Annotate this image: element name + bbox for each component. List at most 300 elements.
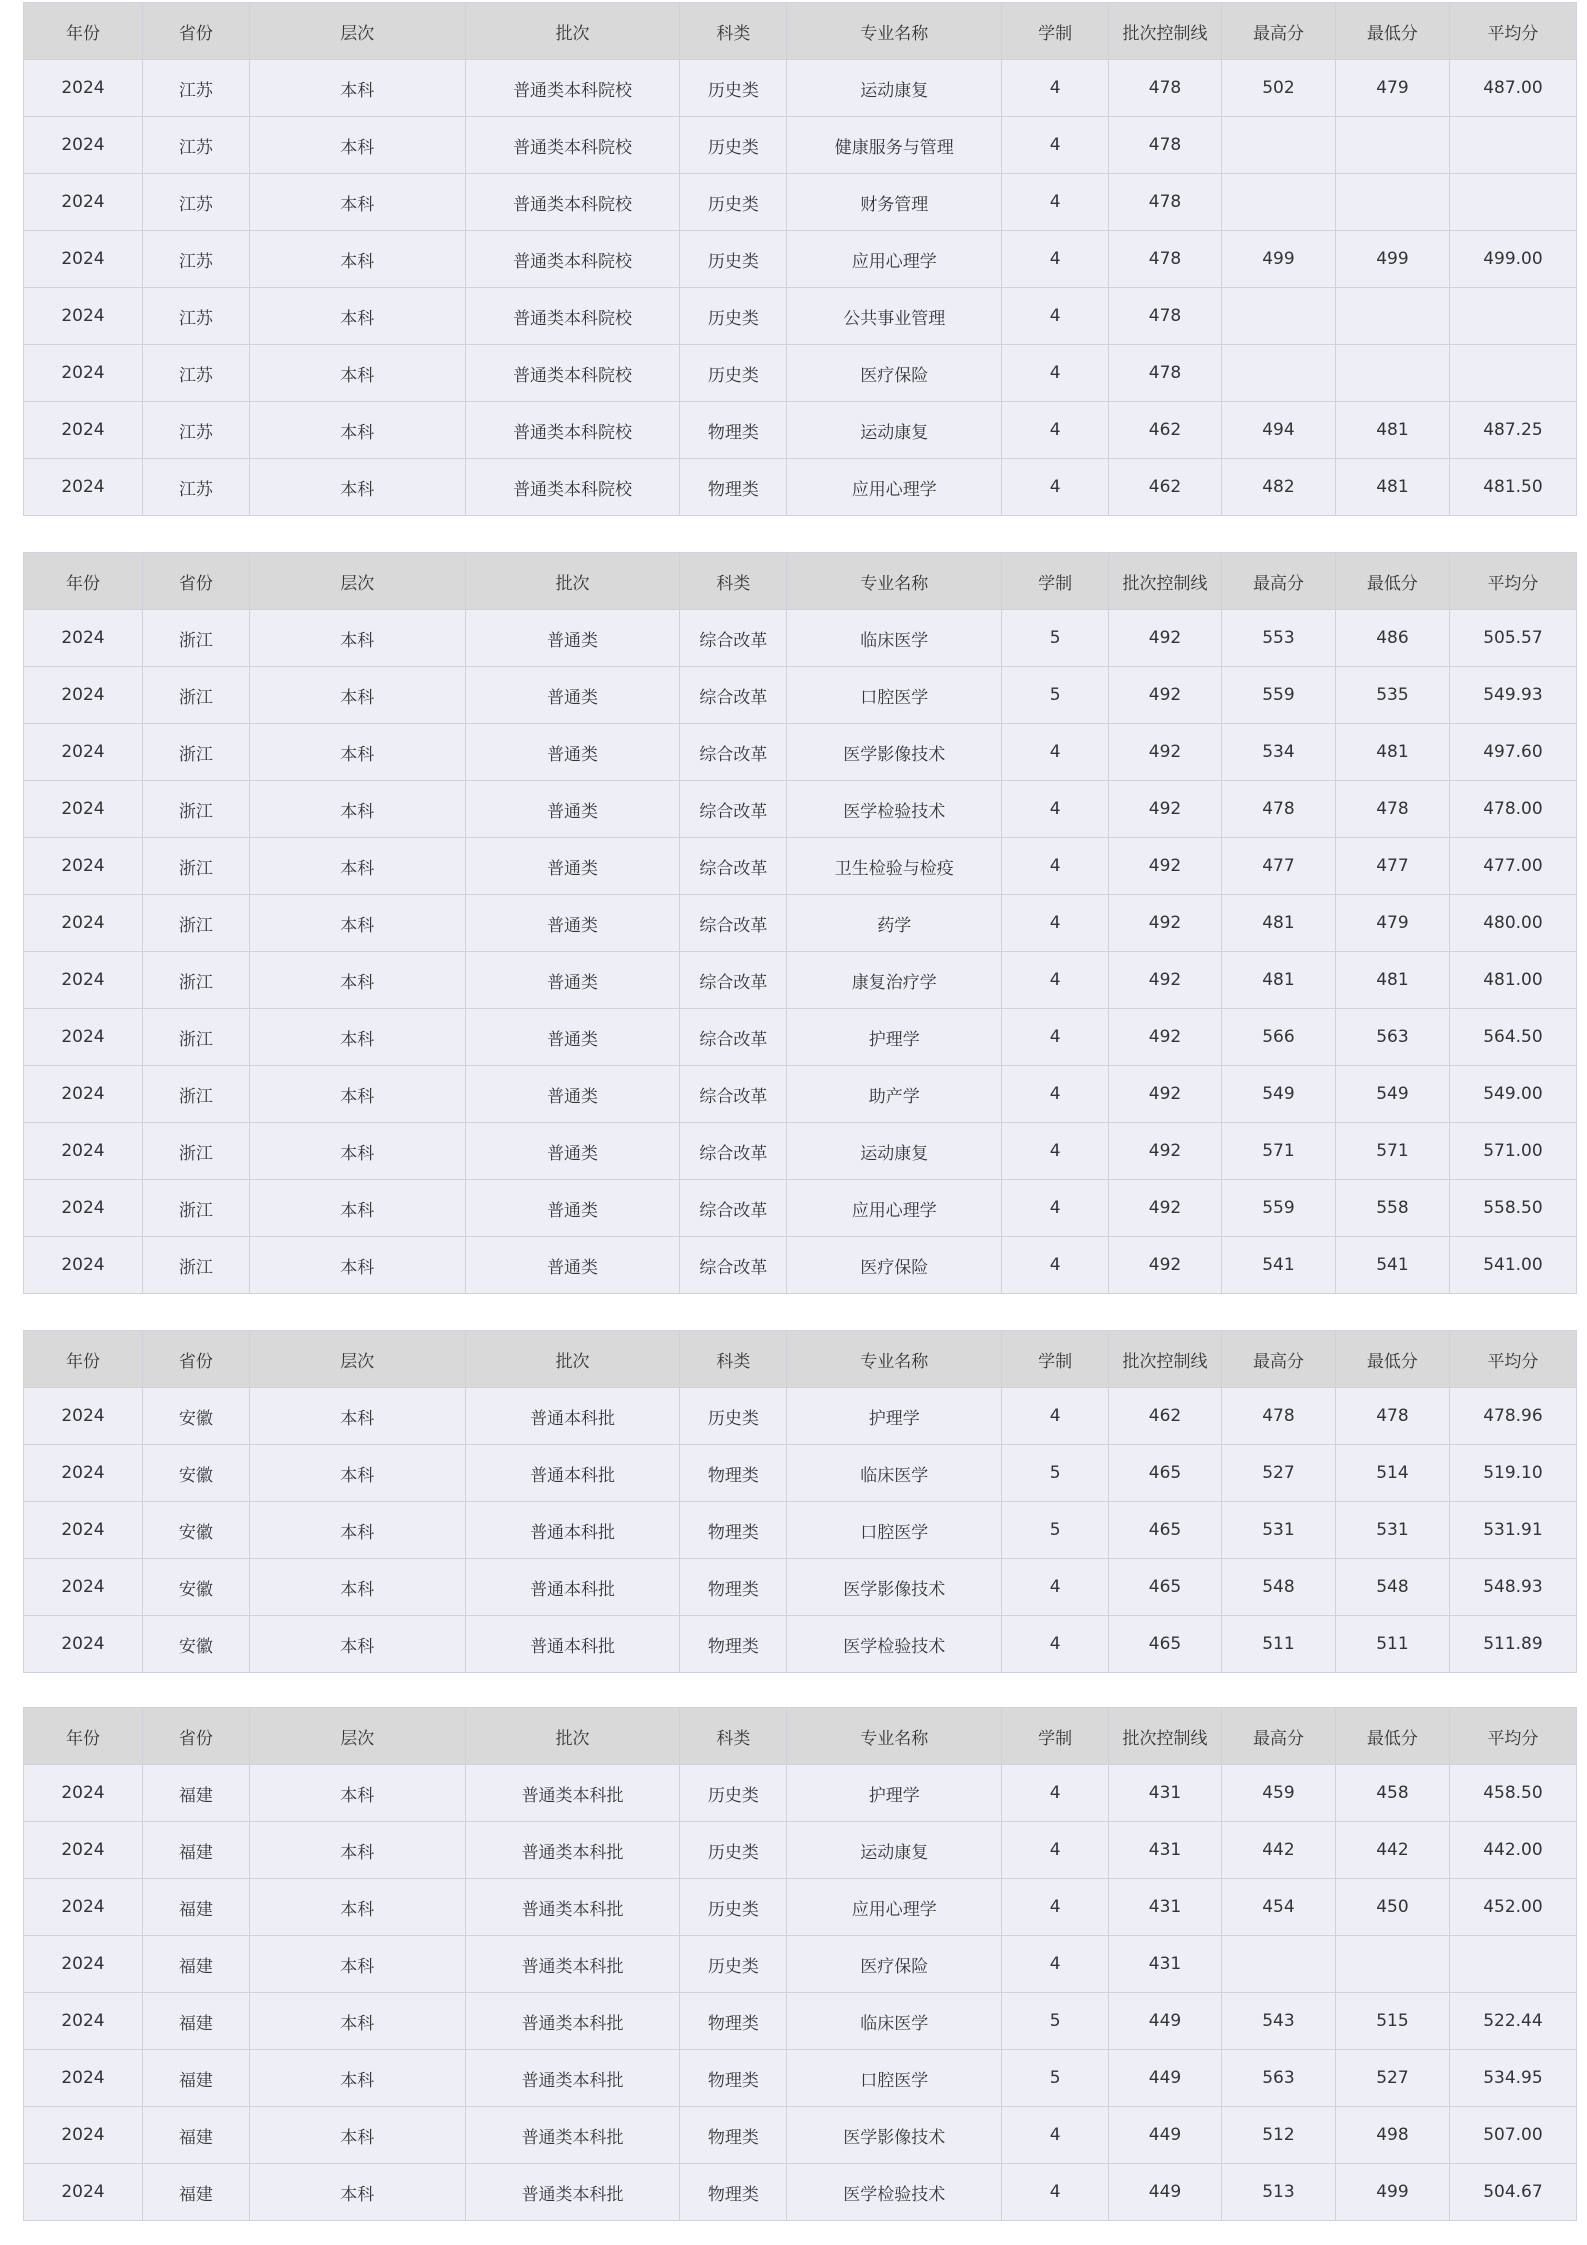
table-row [24,610,1577,667]
cell-year: 2024 [24,1237,143,1294]
cell-year: 2024 [24,174,143,231]
cell-category: 历史类 [680,1879,787,1936]
cell-category: 综合改革 [680,1123,787,1180]
column-header-level: 层次 [249,1331,465,1388]
column-header-category: 科类 [680,3,787,60]
cell-major: 运动康复 [787,1123,1002,1180]
cell-level: 本科 [249,952,465,1009]
cell-year: 2024 [24,1993,143,2050]
cell-min-score: 498 [1335,2107,1449,2164]
cell-major: 公共事业管理 [787,288,1002,345]
cell-category: 物理类 [680,2050,787,2107]
cell-category: 历史类 [680,1388,787,1445]
cell-category: 历史类 [680,1765,787,1822]
cell-province: 江苏 [142,459,249,516]
cell-level: 本科 [249,610,465,667]
cell-duration: 4 [1002,1388,1109,1445]
cell-avg-score: 549.00 [1449,1066,1576,1123]
cell-year: 2024 [24,288,143,345]
cell-year: 2024 [24,1879,143,1936]
cell-major: 卫生检验与检疫 [787,838,1002,895]
cell-control-line: 492 [1109,1237,1222,1294]
cell-avg-score: 571.00 [1449,1123,1576,1180]
cell-category: 综合改革 [680,1237,787,1294]
cell-province: 福建 [142,2050,249,2107]
cell-major: 口腔医学 [787,2050,1002,2107]
cell-batch: 普通类本科批 [465,1879,680,1936]
cell-major: 康复治疗学 [787,952,1002,1009]
table-row [24,1616,1577,1673]
cell-min-score: 458 [1335,1765,1449,1822]
column-header-major: 专业名称 [787,1331,1002,1388]
cell-avg-score [1449,117,1576,174]
cell-control-line: 449 [1109,2164,1222,2221]
cell-category: 综合改革 [680,724,787,781]
cell-duration: 4 [1002,1559,1109,1616]
cell-level: 本科 [249,1066,465,1123]
cell-duration: 4 [1002,459,1109,516]
table-row [24,60,1577,117]
cell-major: 助产学 [787,1066,1002,1123]
cell-control-line: 431 [1109,1936,1222,1993]
cell-level: 本科 [249,1993,465,2050]
cell-level: 本科 [249,1559,465,1616]
cell-batch: 普通类 [465,838,680,895]
column-header-level: 层次 [249,553,465,610]
cell-max-score [1221,345,1335,402]
cell-batch: 普通本科批 [465,1502,680,1559]
cell-province: 福建 [142,1936,249,1993]
cell-batch: 普通类 [465,1123,680,1180]
cell-category: 物理类 [680,1445,787,1502]
column-header-control-line: 批次控制线 [1109,3,1222,60]
cell-max-score: 531 [1221,1502,1335,1559]
cell-batch: 普通类本科批 [465,1822,680,1879]
cell-avg-score: 487.00 [1449,60,1576,117]
cell-major: 医学影像技术 [787,1559,1002,1616]
cell-level: 本科 [249,174,465,231]
cell-avg-score: 477.00 [1449,838,1576,895]
cell-duration: 4 [1002,1123,1109,1180]
cell-min-score: 511 [1335,1616,1449,1673]
cell-year: 2024 [24,2164,143,2221]
column-header-control-line: 批次控制线 [1109,1708,1222,1765]
cell-control-line: 465 [1109,1616,1222,1673]
cell-max-score: 478 [1221,781,1335,838]
table-row [24,838,1577,895]
cell-duration: 4 [1002,1616,1109,1673]
cell-major: 护理学 [787,1009,1002,1066]
cell-min-score: 479 [1335,895,1449,952]
cell-min-score: 479 [1335,60,1449,117]
cell-avg-score [1449,174,1576,231]
cell-min-score: 558 [1335,1180,1449,1237]
cell-category: 综合改革 [680,1066,787,1123]
cell-max-score: 527 [1221,1445,1335,1502]
cell-max-score: 481 [1221,952,1335,1009]
table-row [24,952,1577,1009]
table-header-row [24,1331,1577,1388]
cell-min-score: 478 [1335,781,1449,838]
cell-control-line: 492 [1109,1123,1222,1180]
cell-duration: 4 [1002,895,1109,952]
table-row [24,1559,1577,1616]
cell-batch: 普通类本科批 [465,1993,680,2050]
cell-batch: 普通类 [465,781,680,838]
cell-province: 浙江 [142,667,249,724]
cell-max-score: 499 [1221,231,1335,288]
cell-max-score: 454 [1221,1879,1335,1936]
cell-avg-score: 522.44 [1449,1993,1576,2050]
cell-batch: 普通类本科批 [465,1936,680,1993]
cell-level: 本科 [249,288,465,345]
cell-min-score: 541 [1335,1237,1449,1294]
cell-category: 历史类 [680,345,787,402]
cell-level: 本科 [249,1765,465,1822]
cell-year: 2024 [24,117,143,174]
cell-min-score: 563 [1335,1009,1449,1066]
column-header-max-score: 最高分 [1221,1708,1335,1765]
cell-control-line: 492 [1109,667,1222,724]
cell-control-line: 449 [1109,2050,1222,2107]
cell-control-line: 478 [1109,174,1222,231]
cell-year: 2024 [24,895,143,952]
cell-min-score: 486 [1335,610,1449,667]
cell-avg-score: 442.00 [1449,1822,1576,1879]
column-header-duration: 学制 [1002,3,1109,60]
cell-category: 综合改革 [680,952,787,1009]
cell-avg-score: 458.50 [1449,1765,1576,1822]
cell-category: 物理类 [680,1993,787,2050]
cell-control-line: 431 [1109,1765,1222,1822]
cell-min-score: 499 [1335,2164,1449,2221]
cell-major: 医学影像技术 [787,2107,1002,2164]
cell-avg-score: 548.93 [1449,1559,1576,1616]
cell-province: 浙江 [142,610,249,667]
cell-min-score [1335,345,1449,402]
cell-max-score: 481 [1221,895,1335,952]
cell-max-score: 459 [1221,1765,1335,1822]
cell-duration: 4 [1002,1009,1109,1066]
cell-year: 2024 [24,345,143,402]
score-table [23,2,1577,516]
cell-avg-score: 534.95 [1449,2050,1576,2107]
cell-province: 江苏 [142,402,249,459]
cell-level: 本科 [249,1879,465,1936]
cell-province: 安徽 [142,1502,249,1559]
column-header-year: 年份 [24,1708,143,1765]
cell-major: 运动康复 [787,402,1002,459]
cell-duration: 5 [1002,1993,1109,2050]
table-header-row [24,3,1577,60]
cell-avg-score: 497.60 [1449,724,1576,781]
cell-duration: 5 [1002,667,1109,724]
cell-major: 医学检验技术 [787,1616,1002,1673]
cell-province: 安徽 [142,1559,249,1616]
table-row [24,1237,1577,1294]
cell-province: 浙江 [142,1180,249,1237]
column-header-control-line: 批次控制线 [1109,1331,1222,1388]
column-header-category: 科类 [680,553,787,610]
table-row [24,1879,1577,1936]
cell-max-score: 566 [1221,1009,1335,1066]
cell-year: 2024 [24,1765,143,1822]
cell-max-score: 563 [1221,2050,1335,2107]
score-table [23,1707,1577,2221]
cell-duration: 5 [1002,1445,1109,1502]
table-row [24,1123,1577,1180]
cell-category: 历史类 [680,1936,787,1993]
column-header-min-score: 最低分 [1335,3,1449,60]
cell-category: 历史类 [680,174,787,231]
cell-province: 福建 [142,1765,249,1822]
cell-batch: 普通类 [465,952,680,1009]
column-header-level: 层次 [249,3,465,60]
cell-max-score: 482 [1221,459,1335,516]
cell-duration: 4 [1002,2164,1109,2221]
cell-year: 2024 [24,1502,143,1559]
cell-year: 2024 [24,1388,143,1445]
cell-province: 浙江 [142,781,249,838]
cell-duration: 4 [1002,1822,1109,1879]
column-header-province: 省份 [142,1331,249,1388]
cell-avg-score: 481.00 [1449,952,1576,1009]
cell-major: 护理学 [787,1388,1002,1445]
cell-min-score: 481 [1335,459,1449,516]
table-row [24,724,1577,781]
cell-avg-score: 499.00 [1449,231,1576,288]
cell-batch: 普通类本科批 [465,2164,680,2221]
column-header-avg-score: 平均分 [1449,553,1576,610]
cell-batch: 普通类 [465,895,680,952]
cell-min-score: 499 [1335,231,1449,288]
cell-batch: 普通类本科院校 [465,60,680,117]
table-row [24,895,1577,952]
cell-year: 2024 [24,1180,143,1237]
table-row [24,402,1577,459]
cell-duration: 4 [1002,117,1109,174]
cell-major: 医疗保险 [787,345,1002,402]
column-header-major: 专业名称 [787,553,1002,610]
cell-province: 浙江 [142,1066,249,1123]
cell-category: 物理类 [680,2164,787,2221]
cell-province: 江苏 [142,288,249,345]
cell-year: 2024 [24,1559,143,1616]
cell-control-line: 465 [1109,1502,1222,1559]
cell-level: 本科 [249,1822,465,1879]
cell-level: 本科 [249,1388,465,1445]
cell-min-score: 535 [1335,667,1449,724]
cell-duration: 4 [1002,1765,1109,1822]
cell-category: 综合改革 [680,1180,787,1237]
cell-year: 2024 [24,1936,143,1993]
cell-level: 本科 [249,781,465,838]
cell-major: 护理学 [787,1765,1002,1822]
cell-avg-score [1449,1936,1576,1993]
cell-batch: 普通类 [465,724,680,781]
cell-max-score: 534 [1221,724,1335,781]
cell-max-score: 549 [1221,1066,1335,1123]
cell-major: 医学影像技术 [787,724,1002,781]
cell-duration: 4 [1002,174,1109,231]
cell-min-score: 450 [1335,1879,1449,1936]
column-header-avg-score: 平均分 [1449,3,1576,60]
cell-category: 综合改革 [680,667,787,724]
cell-major: 医学检验技术 [787,781,1002,838]
cell-control-line: 492 [1109,838,1222,895]
cell-batch: 普通本科批 [465,1445,680,1502]
cell-duration: 5 [1002,1502,1109,1559]
cell-min-score [1335,1936,1449,1993]
cell-province: 福建 [142,1993,249,2050]
cell-category: 物理类 [680,1502,787,1559]
score-table [23,552,1577,1294]
cell-province: 福建 [142,2164,249,2221]
cell-batch: 普通类 [465,610,680,667]
cell-avg-score: 558.50 [1449,1180,1576,1237]
cell-year: 2024 [24,952,143,1009]
column-header-duration: 学制 [1002,553,1109,610]
column-header-major: 专业名称 [787,1708,1002,1765]
cell-avg-score: 531.91 [1449,1502,1576,1559]
cell-major: 药学 [787,895,1002,952]
cell-avg-score: 452.00 [1449,1879,1576,1936]
cell-control-line: 462 [1109,459,1222,516]
cell-control-line: 462 [1109,1388,1222,1445]
cell-duration: 4 [1002,345,1109,402]
cell-province: 浙江 [142,1123,249,1180]
cell-province: 江苏 [142,345,249,402]
cell-category: 综合改革 [680,1009,787,1066]
cell-min-score: 481 [1335,402,1449,459]
column-header-batch: 批次 [465,3,680,60]
cell-level: 本科 [249,1009,465,1066]
cell-control-line: 449 [1109,2107,1222,2164]
cell-level: 本科 [249,1123,465,1180]
cell-max-score [1221,1936,1335,1993]
column-header-max-score: 最高分 [1221,3,1335,60]
column-header-province: 省份 [142,1708,249,1765]
column-header-category: 科类 [680,1708,787,1765]
table-row [24,345,1577,402]
cell-max-score: 571 [1221,1123,1335,1180]
cell-min-score: 478 [1335,1388,1449,1445]
table-row [24,1066,1577,1123]
cell-category: 综合改革 [680,838,787,895]
cell-min-score [1335,174,1449,231]
cell-level: 本科 [249,231,465,288]
cell-duration: 4 [1002,1879,1109,1936]
cell-year: 2024 [24,610,143,667]
cell-province: 浙江 [142,838,249,895]
cell-max-score [1221,117,1335,174]
table-header-row [24,1708,1577,1765]
cell-avg-score: 519.10 [1449,1445,1576,1502]
cell-min-score: 514 [1335,1445,1449,1502]
cell-batch: 普通类本科批 [465,1765,680,1822]
cell-level: 本科 [249,1445,465,1502]
cell-level: 本科 [249,2050,465,2107]
cell-major: 口腔医学 [787,1502,1002,1559]
cell-batch: 普通类本科院校 [465,174,680,231]
cell-control-line: 492 [1109,781,1222,838]
cell-avg-score [1449,288,1576,345]
table-row [24,1993,1577,2050]
table-header-row [24,553,1577,610]
cell-avg-score: 487.25 [1449,402,1576,459]
column-header-province: 省份 [142,553,249,610]
column-header-year: 年份 [24,1331,143,1388]
cell-level: 本科 [249,2107,465,2164]
cell-avg-score [1449,345,1576,402]
cell-year: 2024 [24,231,143,288]
cell-duration: 4 [1002,952,1109,1009]
table-row [24,117,1577,174]
column-header-duration: 学制 [1002,1708,1109,1765]
table-row [24,1502,1577,1559]
cell-avg-score: 504.67 [1449,2164,1576,2221]
cell-duration: 5 [1002,610,1109,667]
cell-batch: 普通类 [465,1066,680,1123]
table-row [24,1388,1577,1445]
cell-max-score: 559 [1221,667,1335,724]
table-row [24,2050,1577,2107]
cell-category: 物理类 [680,1616,787,1673]
cell-province: 江苏 [142,174,249,231]
cell-level: 本科 [249,345,465,402]
cell-batch: 普通类本科院校 [465,231,680,288]
cell-category: 物理类 [680,1559,787,1616]
table-row [24,459,1577,516]
table-row [24,231,1577,288]
cell-min-score: 442 [1335,1822,1449,1879]
cell-year: 2024 [24,459,143,516]
cell-category: 历史类 [680,288,787,345]
cell-province: 浙江 [142,724,249,781]
cell-province: 浙江 [142,952,249,1009]
cell-min-score [1335,288,1449,345]
cell-duration: 4 [1002,724,1109,781]
cell-control-line: 431 [1109,1822,1222,1879]
cell-category: 历史类 [680,231,787,288]
table-row [24,1445,1577,1502]
cell-province: 福建 [142,1879,249,1936]
cell-max-score: 442 [1221,1822,1335,1879]
cell-province: 福建 [142,2107,249,2164]
cell-year: 2024 [24,781,143,838]
cell-level: 本科 [249,1616,465,1673]
cell-category: 物理类 [680,2107,787,2164]
column-header-avg-score: 平均分 [1449,1708,1576,1765]
cell-year: 2024 [24,402,143,459]
cell-avg-score: 507.00 [1449,2107,1576,2164]
cell-province: 福建 [142,1822,249,1879]
cell-control-line: 478 [1109,231,1222,288]
cell-min-score: 548 [1335,1559,1449,1616]
table-row [24,2164,1577,2221]
cell-control-line: 492 [1109,1180,1222,1237]
cell-major: 财务管理 [787,174,1002,231]
cell-control-line: 492 [1109,724,1222,781]
cell-batch: 普通本科批 [465,1616,680,1673]
column-header-level: 层次 [249,1708,465,1765]
cell-control-line: 465 [1109,1445,1222,1502]
cell-batch: 普通类本科院校 [465,459,680,516]
cell-major: 应用心理学 [787,231,1002,288]
cell-control-line: 492 [1109,1009,1222,1066]
cell-batch: 普通类本科批 [465,2107,680,2164]
cell-batch: 普通类本科院校 [465,288,680,345]
